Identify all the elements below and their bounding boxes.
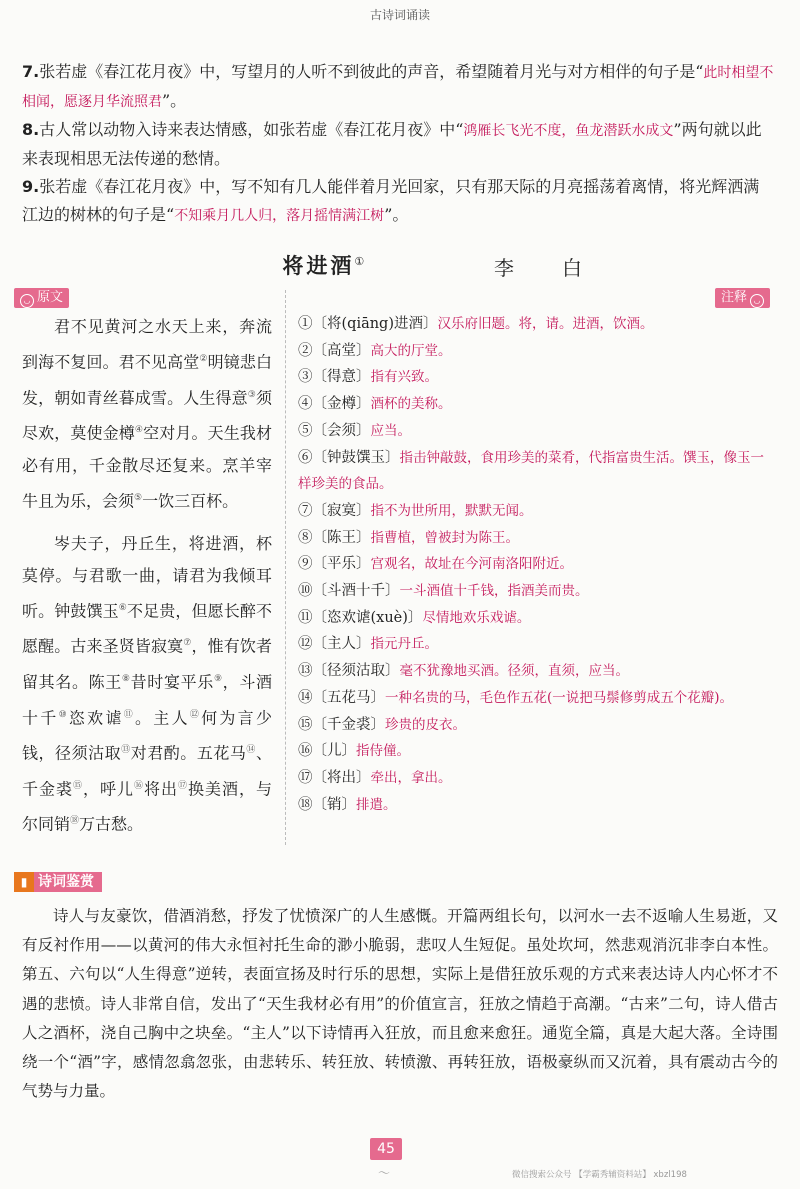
note-definition: 指曹植，曾被封为陈王。 <box>370 529 519 546</box>
note-definition: 宫观名，故址在今河南洛阳附近。 <box>370 556 573 573</box>
note-term: 〔高堂〕 <box>312 342 371 359</box>
note-definition: 牵出，拿出。 <box>370 769 452 786</box>
note-reference-mark: ⑧ <box>121 674 131 684</box>
appreciation-heading-label: 诗词鉴赏 <box>38 874 94 890</box>
handwritten-answer: 此时相望不相闻，愿逐月华流照君 <box>22 65 774 110</box>
poem-text-segment: 恣欢谑 <box>68 707 124 727</box>
question-text: 张若虚《春江花月夜》中，写不知有几人能伴着月光回家，只有那天际的月亮摇荡着离情，将光辉洒满江边的树林的句子是“ <box>22 177 760 224</box>
note-term: 〔金樽〕 <box>312 396 371 413</box>
note-reference-mark: ③ <box>247 389 256 400</box>
question-number: 7. <box>22 62 40 81</box>
note-term: 〔主人〕 <box>312 636 371 653</box>
question-number: 8. <box>22 120 40 139</box>
note-definition: 指元丹丘。 <box>370 636 438 653</box>
note-item <box>298 792 776 819</box>
poem-paragraph <box>22 311 272 518</box>
note-term: 〔会须〕 <box>312 422 371 439</box>
notes-tag-label: 注释 <box>720 290 747 305</box>
note-number: ⑧ <box>298 529 313 546</box>
poem-text-segment: 须尽欢，莫使金樽 <box>22 388 272 443</box>
note-number: ④ <box>298 396 313 413</box>
note-term: 〔将出〕 <box>312 769 371 786</box>
note-item <box>298 631 776 658</box>
question-8 <box>22 116 774 173</box>
poem-text-segment: 换美酒，与尔同销 <box>22 778 272 834</box>
note-item <box>298 418 776 445</box>
notes-list <box>298 311 776 818</box>
note-number: ⑭ <box>298 689 313 706</box>
note-term: 〔斗酒十千〕 <box>312 583 400 600</box>
note-reference-mark: ④ <box>134 425 144 436</box>
note-reference-mark: ⑦ <box>183 638 192 649</box>
note-term: 〔恣欢谑(xuè)〕 <box>312 609 423 626</box>
poem-title-text: 将进酒 <box>282 253 355 278</box>
note-number: ⑥ <box>298 449 313 466</box>
note-item <box>298 578 776 605</box>
note-item <box>298 498 776 525</box>
note-number: ⑤ <box>298 422 313 439</box>
poem-body <box>22 311 272 851</box>
note-reference-mark: ⑭ <box>246 745 256 756</box>
note-item <box>298 311 776 338</box>
note-definition: 毫不犹豫地买酒。径须，直须，应当。 <box>399 663 629 680</box>
note-reference-mark: ⑯ <box>133 780 144 791</box>
note-reference-mark: ⑨ <box>213 674 223 684</box>
note-reference-mark: ⑩ <box>58 709 69 720</box>
note-reference-mark: ② <box>199 354 208 365</box>
book-icon: ▮ <box>14 872 34 892</box>
note-term: 〔得意〕 <box>312 369 371 386</box>
note-reference-mark: ⑬ <box>121 745 131 756</box>
footer-note: 微信搜索公众号 【学霸秀辅资料站】 xbzl198 <box>512 1170 687 1180</box>
note-item <box>298 445 776 498</box>
note-definition: 应当。 <box>370 422 411 439</box>
note-item <box>298 658 776 685</box>
note-definition: 高大的厅堂。 <box>370 342 452 359</box>
note-reference-mark: ⑮ <box>72 780 83 791</box>
question-text: 古人常以动物入诗来表达情感，如张若虚《春江花月夜》中“ <box>39 120 464 139</box>
note-item <box>298 712 776 739</box>
note-number: ⑬ <box>298 663 313 680</box>
note-term: 〔儿〕 <box>312 743 356 760</box>
note-definition: 指不为世所用，默默无闻。 <box>370 502 533 519</box>
note-item <box>298 551 776 578</box>
note-number: ⑦ <box>298 502 313 519</box>
poem-text-segment: 对君酌。五花马 <box>130 743 247 763</box>
note-term: 〔钟鼓馔玉〕 <box>312 449 400 466</box>
note-item <box>298 738 776 765</box>
poem-text-segment: ，惟有饮者留其名。陈王 <box>22 636 272 692</box>
note-item <box>298 765 776 792</box>
note-number: ⑫ <box>298 636 313 653</box>
note-definition: 一斗酒值十千钱，指酒美而贵。 <box>399 583 589 600</box>
poem-title <box>0 250 800 280</box>
note-definition: 指侍僮。 <box>356 743 410 760</box>
appreciation-heading <box>14 872 102 892</box>
poem-text-segment: 明镜悲白发，朝如青丝暮成雪。人生得意 <box>22 352 272 408</box>
smile-icon: ◡ <box>750 294 764 308</box>
note-definition: 汉乐府旧题。将，请。进酒，饮酒。 <box>437 316 654 332</box>
question-text: 张若虚《春江花月夜》中，写望月的人听不到彼此的声音，希望随着月光与对方相伴的句子是“ <box>39 62 704 81</box>
note-term: 〔将(qiāng)进酒〕 <box>312 316 438 332</box>
note-definition: 一种名贵的马，毛色作五花(一说把马鬃修剪成五个花瓣)。 <box>385 689 734 706</box>
original-text-tag <box>14 288 69 308</box>
poem-text-segment: 将出 <box>143 778 178 798</box>
note-term: 〔陈王〕 <box>312 529 371 546</box>
poem-text-segment: 、千金裘 <box>22 743 272 798</box>
poem-text-segment: 。主人 <box>135 707 190 727</box>
note-definition: 酒杯的美称。 <box>370 396 452 413</box>
poem-text-segment: 不足贵，但愿长醉不愿醒。古来圣贤皆寂寞 <box>22 601 272 656</box>
note-number: ⑨ <box>298 556 313 573</box>
note-term: 〔千金裘〕 <box>312 716 385 733</box>
poem-text-segment: 何为言少钱，径须沽取 <box>22 707 272 763</box>
poem-author: 李 白 <box>494 256 596 280</box>
note-reference-mark: ⑪ <box>123 709 136 720</box>
note-item <box>298 364 776 391</box>
page-number: 45 <box>370 1138 402 1160</box>
question-number: 9. <box>22 177 40 196</box>
running-header: 古诗词诵读 <box>369 8 430 22</box>
note-term: 〔销〕 <box>312 796 356 813</box>
poem-text-segment: 君不见黄河之水天上来，奔流到海不复回。君不见高堂 <box>22 317 272 372</box>
note-item <box>298 605 776 632</box>
column-divider <box>285 290 286 845</box>
poem-text-segment: 空对月。天生我材必有用，千金散尽还复来。烹羊宰牛且为乐，会须 <box>22 423 272 511</box>
note-number: ⑮ <box>298 716 313 733</box>
note-term: 〔平乐〕 <box>312 556 371 573</box>
note-item <box>298 525 776 552</box>
smile-icon: ◡ <box>20 294 34 308</box>
note-term: 〔径须沽取〕 <box>312 663 400 680</box>
poem-text-segment: 万古愁。 <box>79 814 144 834</box>
note-number: ⑰ <box>298 769 313 786</box>
note-reference-mark: ⑫ <box>189 709 202 720</box>
note-number: ③ <box>298 369 313 386</box>
question-tail: ”。 <box>384 205 409 224</box>
note-reference-mark: ⑥ <box>118 602 127 613</box>
poem-text-segment: 岑夫子，丹丘生，将进酒，杯莫停。与君歌一曲，请君为我倾耳听。钟鼓馔玉 <box>22 533 272 621</box>
poem-title-note-mark: ① <box>354 255 368 268</box>
handwritten-answer: 不知乘月几人归，落月摇情满江树 <box>174 208 385 224</box>
note-reference-mark: ⑱ <box>70 816 80 827</box>
poem-text-segment: ，斗酒十千 <box>22 672 272 727</box>
note-reference-mark: ⑤ <box>134 493 143 503</box>
note-reference-mark: ⑰ <box>177 780 188 791</box>
note-number: ② <box>298 342 313 359</box>
original-text-tag-label: 原文 <box>37 290 64 305</box>
appreciation-text: 诗人与友豪饮，借酒消愁，抒发了忧愤深广的人生感慨。开篇两组长句，以河水一去不返喻人生易逝，又有反衬作用——以黄河的伟大永恒衬托生命的渺小脆弱，悲叹人生短促。虽处坎坷，然悲观消沉非李白本性。第五、六句以“人生得意”逆转，表面宣扬及时行乐的思想，实际上是借狂放乐观的方式来表达诗人内心怀才不遇的悲愤。诗人非常自信，发出了“天生我材必有用”的价值宣言，狂放之情趋于高潮。“古来”二句，诗人借古人之酒杯，浇自己胸中之块垒。“主人”以下诗情再入狂放，而且愈来愈狂。通览全篇，真是大起大落。全诗围绕一个“酒”字，感情忽翕忽张，由悲转乐、转狂放、转愤激、再转狂放，语极豪纵而又沉着，具有震动古今的气势与力量。 <box>22 907 778 1101</box>
note-definition: 珍贵的皮衣。 <box>385 716 466 733</box>
handwritten-answer: 鸿雁长飞光不度，鱼龙潜跃水成文 <box>463 123 674 139</box>
poem-text-segment: ，呼儿 <box>82 778 134 798</box>
note-item <box>298 391 776 418</box>
note-number: ① <box>298 316 313 332</box>
note-definition: 尽情地欢乐戏谑。 <box>422 609 531 626</box>
note-number: ⑯ <box>298 743 313 760</box>
question-tail: ”。 <box>162 91 187 110</box>
bird-ornament-icon: 〜 <box>378 1166 391 1180</box>
note-term: 〔五花马〕 <box>312 689 385 706</box>
note-definition: 指有兴致。 <box>370 369 438 386</box>
question-7 <box>22 58 774 116</box>
note-item <box>298 338 776 365</box>
poem-paragraph <box>22 528 272 841</box>
note-number: ⑱ <box>298 796 313 813</box>
note-number: ⑪ <box>298 609 313 626</box>
poem-text-segment: 昔时宴平乐 <box>130 672 214 692</box>
notes-tag <box>715 288 770 308</box>
note-number: ⑩ <box>298 583 313 600</box>
poem-text-segment: 一饮三百杯。 <box>142 491 239 511</box>
note-definition: 指击钟敲鼓，食用珍美的菜肴，代指富贵生活。馔玉，像玉一样珍美的食品。 <box>298 449 764 493</box>
note-term: 〔寂寞〕 <box>312 502 371 519</box>
note-item <box>298 685 776 712</box>
question-9 <box>22 173 774 230</box>
question-tail: ”两句就以此来表现相思无法传递的愁情。 <box>22 120 762 168</box>
note-definition: 排遣。 <box>356 796 397 813</box>
